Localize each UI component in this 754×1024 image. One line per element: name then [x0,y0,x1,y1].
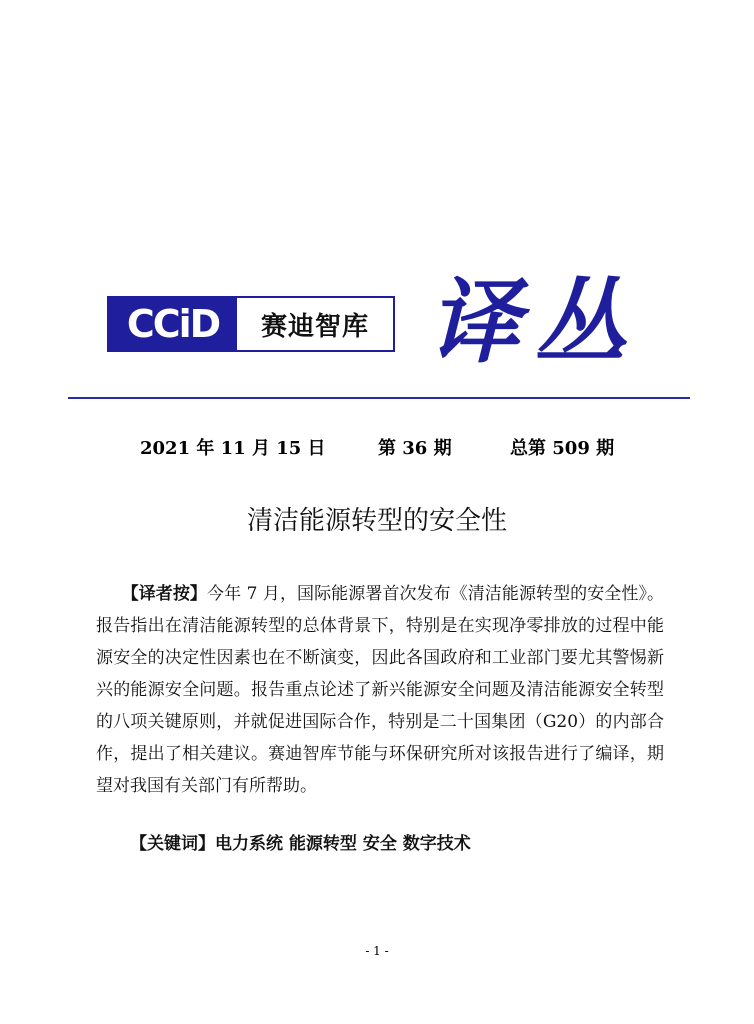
abstract-label: 【译者按】 [130,584,207,604]
logo-ccid-mark: CCiD [109,298,237,350]
header-rule [68,397,690,399]
issue-date: 2021 年 11 月 15 日 [140,438,326,459]
keywords-text: 电力系统 能源转型 安全 数字技术 [215,834,471,854]
ccid-logo [107,296,395,352]
keywords-label: 【关键词】 [130,834,215,854]
keywords [130,828,471,860]
brand-title: 译丛 [428,268,641,376]
issue-number: 第 36 期 [378,438,452,459]
logo-name: 赛迪智库 [260,311,369,342]
abstract [96,578,664,802]
document-title: 清洁能源转型的安全性 [246,506,507,536]
page-number: - 1 - [365,944,389,958]
abstract-text: 今年 7 月，国际能源署首次发布《清洁能源转型的安全性》。报告指出在清洁能源转型的总体背景下，特别是在实现净零排放的过程中能源安全的决定性因素也在不断演变，因此各国政府和工业部门要尤其警惕新兴的能源安全问题。报告重点论述了新兴能源安全问题及清洁能源安全转型的八项关键原则，并就促进国际合作，特别是二十国集团（G20）的内部合作，提出了相关建议。赛迪智库节能与环保研究所对该报告进行了编译，期望对我国有关部门有所帮助。 [96,584,665,796]
issue-line [0,434,754,462]
issue-total: 总第 509 期 [510,438,615,459]
